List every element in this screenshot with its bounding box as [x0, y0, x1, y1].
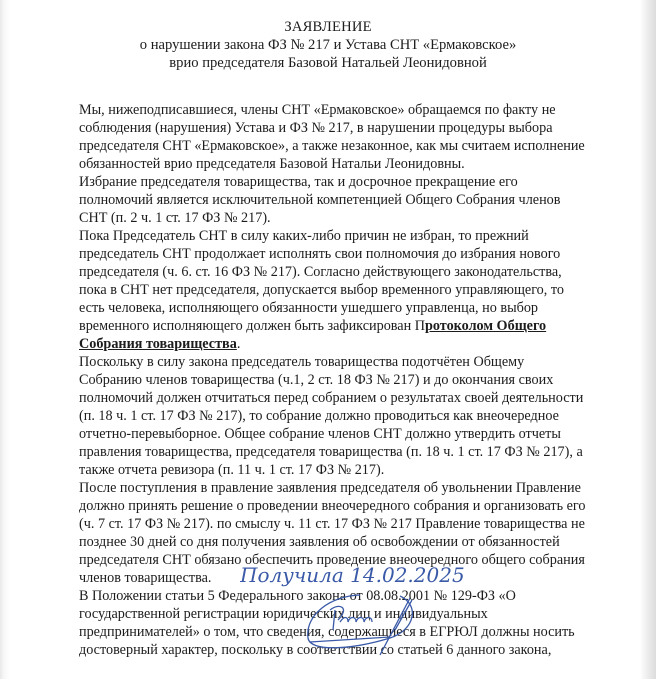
line-text: должно принять решение о проведении внеочередного собрания и организовать его: [79, 498, 586, 514]
line-text: также отчета ревизора (п. 11 ч. 1 ст. 17 ФЗ № 217).: [79, 462, 385, 478]
line-text: есть человека, исполняющего обязанности ушедшего управленца, но выбор: [79, 300, 539, 316]
text-line: [79, 317, 639, 335]
line-text: председателя СНТ «Ермаковское», а также незаконное, как мы считаем исполнение: [79, 138, 585, 154]
text-line: [79, 389, 639, 407]
emphasized-text: ротоколом Общего: [425, 318, 547, 334]
text-line: [79, 425, 639, 443]
line-text: Поскольку в силу закона председатель товарищества подотчётен Общему: [79, 354, 525, 370]
text-line: [79, 497, 639, 515]
document-subtitle-author: врио председателя Базовой Натальей Леонидовной: [169, 55, 487, 71]
line-text-tail: .: [236, 336, 241, 352]
line-text: Собранию членов товарищества (ч.1, 2 ст. 18 ФЗ № 217) и до окончания своих: [79, 372, 554, 388]
line-text: СНТ (п. 2 ч. 1 ст. 17 ФЗ № 217).: [79, 210, 271, 226]
line-text: соблюдения (нарушения) Устава и ФЗ № 217, в нарушении процедуры выбора: [79, 120, 553, 136]
emphasized-text: Собрания товарищества: [79, 336, 237, 352]
line-text: (ч. 7 ст. 17 ФЗ № 217). по смыслу ч. 11 ст. 17 ФЗ № 217 Правление товарищества не: [79, 516, 585, 532]
line-text: временного исполняющего должен быть зафиксирован П: [79, 318, 425, 334]
line-text: отчетно-перевыборное. Общее собрание членов СНТ должно утвердить отчеты: [79, 426, 561, 442]
text-line: [79, 299, 639, 317]
text-line: [79, 461, 639, 479]
line-text: В Положении статьи 5 Федерального закона от 08.08.2001 № 129-ФЗ «О: [79, 588, 516, 604]
line-text: правления товарищества, председателя товарищества (п. 18 ч. 1 ст. 17 ФЗ № 217), а: [79, 444, 583, 460]
line-text: Избрание председателя товарищества, так и досрочное прекращение его: [79, 174, 518, 190]
text-line: [79, 335, 639, 353]
signature-glyphs: [330, 606, 372, 630]
text-line: [79, 137, 639, 155]
line-text: предпринимателей» о том, что сведения, содержащиеся в ЕГРЮЛ должны носить: [79, 624, 575, 640]
text-line: [79, 533, 639, 551]
handwritten-note: Получила 14.02.2025: [240, 563, 465, 587]
line-text: (п. 18 ч. 1 ст. 17 ФЗ № 217), то собрание должно проводиться как внеочередное: [79, 408, 559, 424]
text-line: [79, 371, 639, 389]
text-line: [79, 479, 639, 497]
document-subtitle: о нарушении закона ФЗ № 217 и Устава СНТ «Ермаковское»: [139, 37, 517, 53]
line-text: председателя СНТ обязано обеспечить проведение внеочередного общего собрания: [79, 552, 585, 568]
text-line: [79, 443, 639, 461]
line-text: полномочий является исключительной компетенцией Общего Собрания членов: [79, 192, 561, 208]
text-line: [79, 155, 639, 173]
text-line: [79, 281, 639, 299]
text-line: [79, 407, 639, 425]
line-text: достоверный характер, поскольку в соответствии со статьей 6 данного закона,: [79, 642, 552, 658]
text-line: [79, 227, 639, 245]
line-text: полномочий должен отчитаться перед собранием о результатах своей деятельности: [79, 390, 584, 406]
text-line: [79, 101, 639, 119]
line-text: После поступления в правление заявления председателя об увольнении Правление: [79, 480, 581, 496]
text-line: [79, 245, 639, 263]
line-text: позднее 30 дней со дня получения заявления об освобождении от обязанностей: [79, 534, 560, 550]
document-title: ЗАЯВЛЕНИЕ: [284, 19, 372, 35]
text-line: [79, 191, 639, 209]
line-text: обязанностей врио председателя Базовой Натальи Леонидовны.: [79, 156, 465, 172]
line-text: Мы, нижеподписавшиеся, члены СНТ «Ермаковское» обращаемся по факту не: [79, 102, 556, 118]
text-line: [79, 515, 639, 533]
signature-loop: [308, 595, 413, 648]
line-text: членов товарищества.: [79, 570, 212, 586]
text-line: [79, 119, 639, 137]
signature-icon: [240, 560, 520, 660]
text-line: [79, 173, 639, 191]
line-text: пока в СНТ нет председателя, допускается выбор временного управляющего, то: [79, 282, 564, 298]
line-text: Пока Председатель СНТ в силу каких-либо причин не избран, то прежний: [79, 228, 529, 244]
line-text: председатель СНТ продолжает исполнять свои полномочия до избрания нового: [79, 246, 561, 262]
line-text: председателя (ч. 6. ст. 16 ФЗ № 217). Согласно действующего законодательства,: [79, 264, 562, 280]
text-line: [79, 209, 639, 227]
handwritten-receipt: [240, 560, 520, 660]
line-text: государственной регистрации юридических лиц и индивидуальных: [79, 606, 488, 622]
text-line: [79, 263, 639, 281]
text-line: [79, 353, 639, 371]
